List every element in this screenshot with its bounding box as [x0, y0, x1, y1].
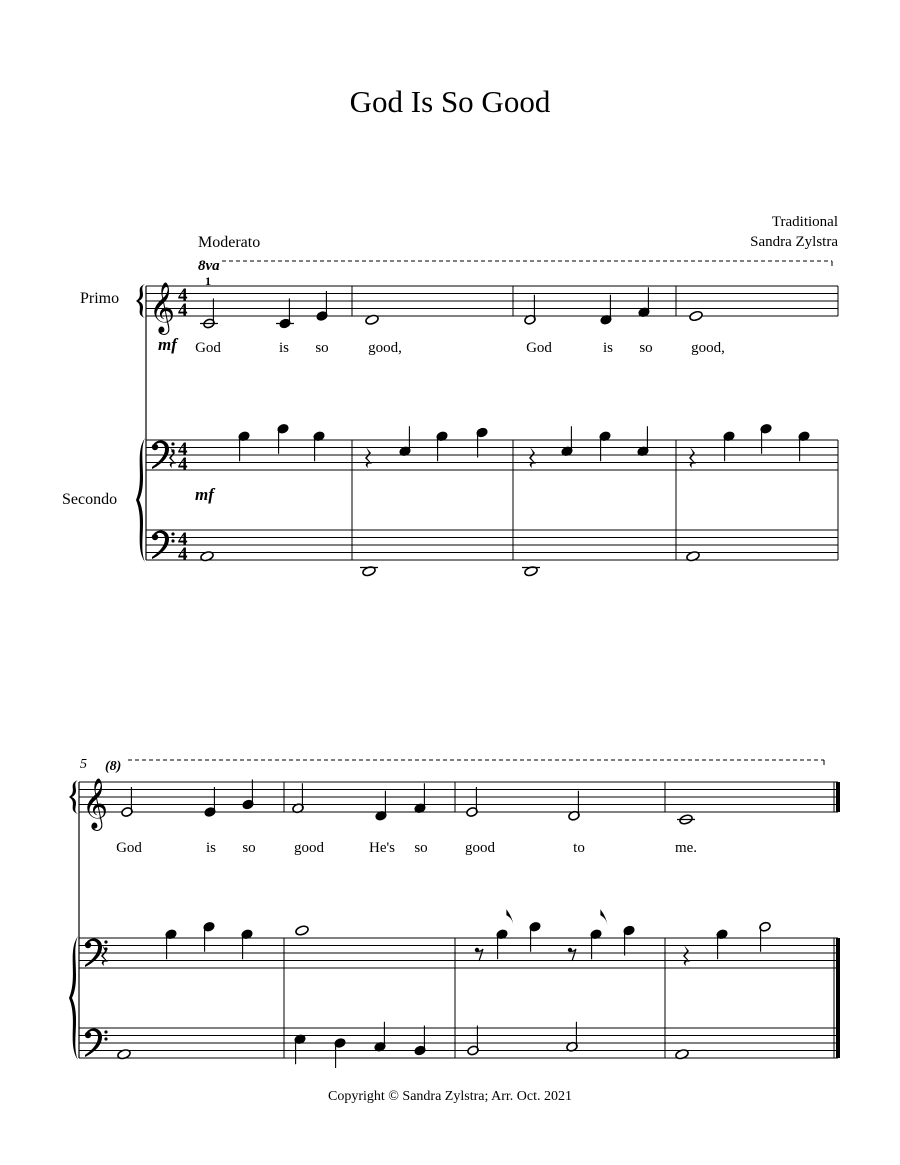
lyric-syllable: God: [116, 840, 142, 856]
quarter-rest: [689, 447, 696, 468]
brace: [69, 936, 78, 1060]
notes: [117, 287, 810, 1068]
bass-clef-dot: [85, 942, 91, 948]
bass-clef-dot: [85, 1032, 91, 1038]
bass-clef-dot: [104, 940, 107, 943]
bass-clef-dot: [152, 444, 158, 450]
lyric-syllable: is: [278, 340, 290, 356]
dynamic-mf: mf: [195, 485, 214, 504]
score-title: God Is So Good: [349, 84, 551, 119]
brace: [69, 780, 78, 814]
time-sig-bottom: 4: [178, 300, 188, 321]
rests: [101, 447, 696, 966]
time-signatures: [178, 285, 188, 565]
quarter-rest: [529, 447, 536, 468]
lyric-syllable: He's: [368, 840, 396, 856]
treble-clef: 𝄞: [149, 283, 176, 332]
part-label-secondo: Secondo: [62, 491, 118, 508]
bass-clef-dot: [104, 1037, 107, 1040]
measure-number: 5: [80, 757, 87, 772]
lyric-syllable: to: [573, 840, 585, 856]
brace: [136, 284, 145, 318]
lyric-syllable: good,: [368, 340, 402, 356]
time-sig-top: 4: [178, 285, 188, 306]
lyric-syllable: good,: [691, 340, 725, 356]
bass-clef-dot: [171, 532, 174, 535]
barlines: [79, 286, 838, 1058]
bass-clef-dot: [152, 534, 158, 540]
tempo-marking: Moderato: [198, 234, 261, 251]
lyric-syllable: God: [195, 340, 221, 356]
time-sig-bottom: 4: [178, 454, 188, 475]
lyric-syllable: so: [414, 840, 428, 856]
treble-clef: 𝄞: [82, 779, 109, 828]
time-sig-top: 4: [178, 529, 188, 550]
lyric-syllable: so: [639, 340, 653, 356]
quarter-rest: [365, 447, 372, 468]
time-sig-bottom: 4: [178, 544, 188, 565]
lyric-syllable: so: [242, 840, 256, 856]
lyric-syllable: good: [294, 840, 324, 856]
composer-credit-traditional: Traditional: [771, 214, 838, 230]
dynamic-mf: mf: [158, 335, 177, 354]
part-label-primo: Primo: [80, 290, 120, 307]
fingering-number: 1: [205, 274, 211, 288]
time-sig-top: 4: [178, 439, 188, 460]
quarter-rest: [683, 945, 690, 966]
bass-clef-dot: [171, 442, 174, 445]
ottava-continuation: (8): [105, 759, 122, 774]
lyric-syllable: God: [526, 340, 552, 356]
whole-note: [295, 925, 310, 937]
lyric-syllable: me.: [674, 840, 698, 856]
staff-lines: [79, 286, 838, 1058]
brace: [136, 438, 145, 562]
bass-clef-dot: [171, 539, 174, 542]
whole-note: [689, 310, 704, 322]
note-flag: [506, 909, 513, 925]
lyric-syllable: so: [315, 340, 329, 356]
markings: [80, 258, 832, 774]
clefs: [82, 283, 175, 1057]
lyric-syllable: is: [602, 340, 614, 356]
bass-clef-dot: [104, 1030, 107, 1033]
arranger-credit: Sandra Zylstra: [750, 234, 838, 250]
lyric-syllable: is: [205, 840, 217, 856]
lyric-syllable: good: [465, 840, 495, 856]
copyright-notice: Copyright © Sandra Zylstra; Arr. Oct. 2021: [328, 1089, 572, 1104]
lyrics: [116, 340, 725, 856]
note-flag: [600, 909, 607, 925]
eighth-rest: [570, 949, 576, 961]
braces: [69, 284, 145, 1060]
eighth-rest: [477, 949, 483, 961]
ottava-mark: 8va: [198, 258, 220, 274]
quarter-rest: [169, 447, 176, 468]
